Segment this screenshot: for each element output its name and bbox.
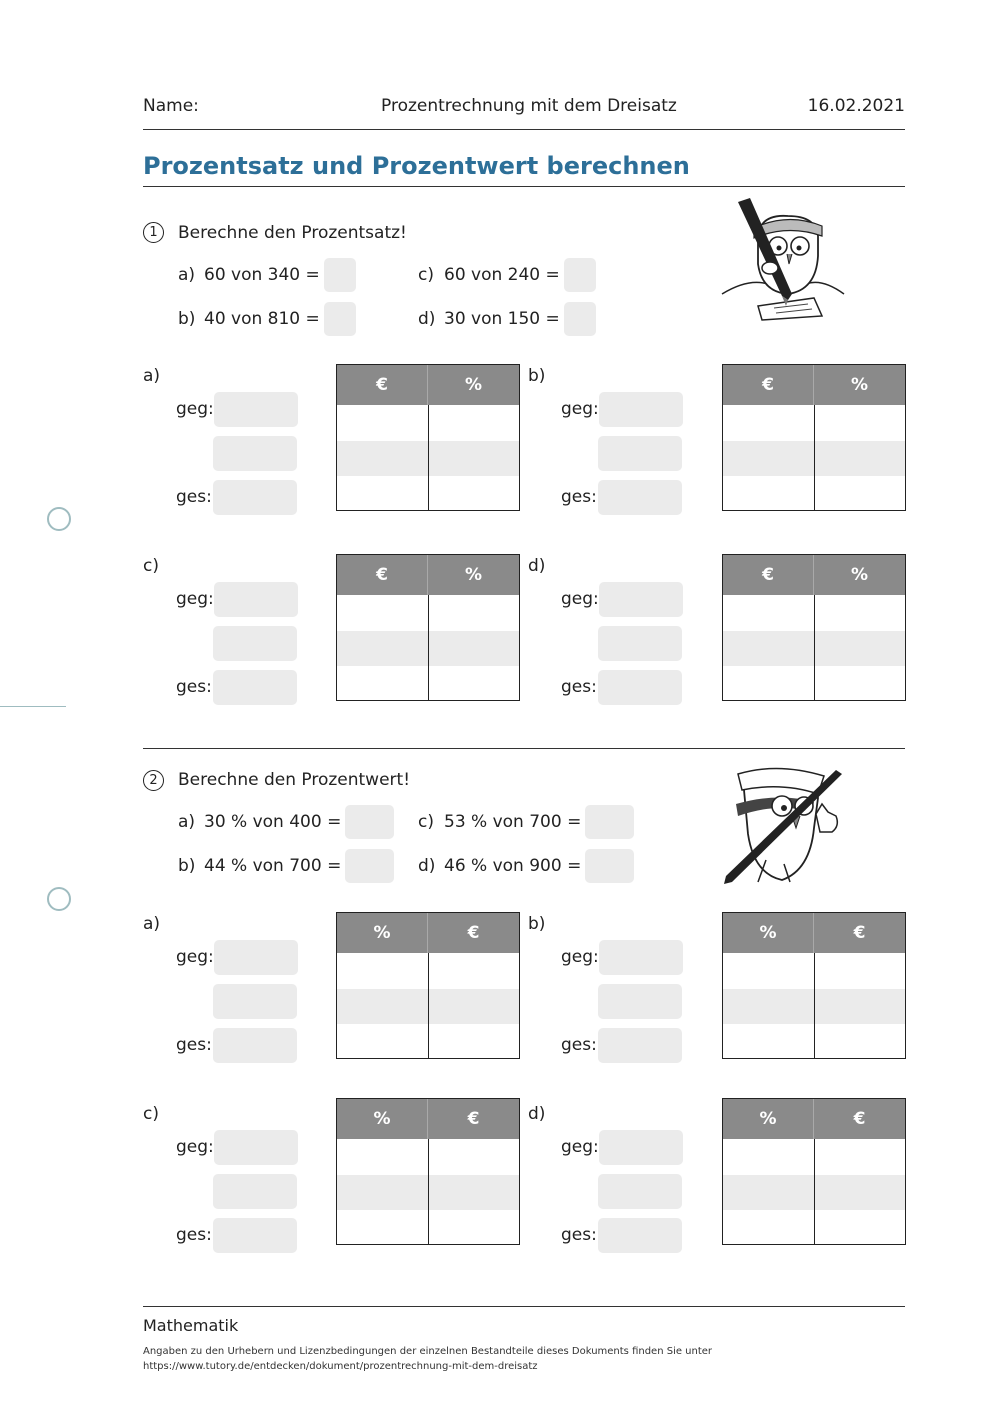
table-header-percent: % (337, 913, 428, 953)
exercise-text: 30 % von 400 = (204, 812, 342, 832)
sought-field[interactable] (598, 1028, 682, 1063)
table-column-divider (428, 595, 429, 700)
given-label: geg: (561, 589, 599, 609)
rule-of-three-table (722, 912, 906, 1059)
exercise-text: 40 von 810 = (204, 309, 320, 329)
footer-credits-text: Angaben zu den Urhebern und Lizenzbedingungen der einzelnen Bestandteile dieses Dokuments finden Sie unter (143, 1346, 713, 1357)
answer-box[interactable] (345, 805, 394, 839)
table-header-percent: % (723, 1099, 814, 1139)
table-header-currency: € (814, 1099, 905, 1139)
sought-field[interactable] (213, 480, 297, 515)
header-divider (143, 129, 905, 130)
sought-field[interactable] (213, 1218, 297, 1253)
table-header-percent: % (723, 913, 814, 953)
table-column-divider (814, 1139, 815, 1244)
task-1-instruction: Berechne den Prozentsatz! (178, 223, 407, 243)
table-header-percent: % (814, 365, 905, 405)
title-divider (143, 186, 905, 187)
answer-box[interactable] (585, 805, 634, 839)
task-number-badge: 2 (143, 770, 164, 791)
punch-hole-icon (47, 507, 71, 531)
given-field[interactable] (214, 582, 298, 617)
given-field[interactable] (599, 1130, 683, 1165)
exercise-2a (178, 805, 394, 839)
rule-of-three-table (336, 364, 520, 511)
given-field[interactable] (213, 626, 297, 661)
sought-label: ges: (176, 1225, 212, 1245)
fold-mark (0, 706, 66, 707)
rule-of-three-table (722, 554, 906, 701)
block-label: b) (528, 914, 546, 934)
exercise-text: 44 % von 700 = (204, 856, 342, 876)
table-header-currency: € (723, 365, 814, 405)
table-header-percent: % (428, 555, 519, 595)
block-label: c) (143, 556, 159, 576)
table-header-currency: € (337, 555, 428, 595)
table-column-divider (428, 1139, 429, 1244)
sought-label: ges: (561, 1225, 597, 1245)
given-field[interactable] (214, 1130, 298, 1165)
sought-label: ges: (561, 1035, 597, 1055)
table-header-percent: % (814, 555, 905, 595)
sought-field[interactable] (213, 1028, 297, 1063)
exercise-label: c) (418, 812, 434, 832)
block-label: a) (143, 366, 161, 386)
answer-box[interactable] (564, 302, 596, 336)
sought-label: ges: (176, 677, 212, 697)
exercise-label: d) (418, 856, 436, 876)
owl-thumbs-up-icon (718, 764, 846, 890)
task-2-instruction: Berechne den Prozentwert! (178, 770, 411, 790)
answer-box[interactable] (324, 302, 356, 336)
given-label: geg: (561, 1137, 599, 1157)
table-header-currency: € (428, 913, 519, 953)
sought-field[interactable] (213, 670, 297, 705)
exercise-label: b) (178, 309, 196, 329)
answer-box[interactable] (345, 849, 394, 883)
answer-box[interactable] (564, 258, 596, 292)
document-date: 16.02.2021 (807, 96, 905, 116)
punch-hole-icon (47, 887, 71, 911)
exercise-2c (418, 805, 634, 839)
sought-label: ges: (176, 487, 212, 507)
rule-of-three-table (336, 1098, 520, 1245)
given-field[interactable] (599, 940, 683, 975)
table-column-divider (428, 405, 429, 510)
given-label: geg: (561, 399, 599, 419)
exercise-text: 60 von 340 = (204, 265, 320, 285)
block-label: a) (143, 914, 161, 934)
footer-credits-link[interactable]: https://www.tutory.de/entdecken/dokument/prozentrechnung-mit-dem-dreisatz (143, 1361, 538, 1372)
exercise-text: 30 von 150 = (444, 309, 560, 329)
table-header-currency: € (428, 1099, 519, 1139)
answer-box[interactable] (585, 849, 634, 883)
task-number-badge: 1 (143, 222, 164, 243)
footer-divider (143, 1306, 905, 1307)
owl-writing-icon (718, 194, 850, 324)
sought-label: ges: (561, 487, 597, 507)
sought-label: ges: (176, 1035, 212, 1055)
given-field[interactable] (213, 1174, 297, 1209)
block-label: c) (143, 1104, 159, 1124)
given-field[interactable] (598, 1174, 682, 1209)
exercise-text: 53 % von 700 = (444, 812, 582, 832)
table-header-percent: % (337, 1099, 428, 1139)
answer-box[interactable] (324, 258, 356, 292)
sought-label: ges: (561, 677, 597, 697)
exercise-text: 60 von 240 = (444, 265, 560, 285)
exercise-label: b) (178, 856, 196, 876)
exercise-2d (418, 849, 634, 883)
exercise-label: a) (178, 265, 196, 285)
rule-of-three-table (722, 1098, 906, 1245)
given-label: geg: (561, 947, 599, 967)
given-field[interactable] (599, 392, 683, 427)
exercise-1b (178, 302, 356, 336)
table-column-divider (428, 953, 429, 1058)
sought-field[interactable] (598, 480, 682, 515)
given-field[interactable] (214, 392, 298, 427)
rule-of-three-table (336, 912, 520, 1059)
footer-credits (143, 1344, 712, 1374)
given-field[interactable] (214, 940, 298, 975)
given-label: geg: (176, 947, 214, 967)
table-header-currency: € (814, 913, 905, 953)
exercise-text: 46 % von 900 = (444, 856, 582, 876)
given-label: geg: (176, 589, 214, 609)
rule-of-three-table (722, 364, 906, 511)
exercise-1d (418, 302, 596, 336)
table-column-divider (814, 953, 815, 1058)
block-label: b) (528, 366, 546, 386)
given-field[interactable] (598, 436, 682, 471)
given-field[interactable] (213, 984, 297, 1019)
name-label: Name: (143, 96, 199, 116)
exercise-label: d) (418, 309, 436, 329)
exercise-label: c) (418, 265, 434, 285)
block-label: d) (528, 1104, 546, 1124)
table-header-currency: € (337, 365, 428, 405)
given-label: geg: (176, 1137, 214, 1157)
exercise-1a (178, 258, 356, 292)
sought-field[interactable] (598, 670, 682, 705)
exercise-2b (178, 849, 394, 883)
exercise-label: a) (178, 812, 196, 832)
rule-of-three-table (336, 554, 520, 701)
block-label: d) (528, 556, 546, 576)
table-header-percent: % (428, 365, 519, 405)
section-divider (143, 748, 905, 749)
footer-subject: Mathematik (143, 1316, 239, 1335)
given-field[interactable] (598, 626, 682, 661)
exercise-1c (418, 258, 596, 292)
table-header-currency: € (723, 555, 814, 595)
sought-field[interactable] (598, 1218, 682, 1253)
table-column-divider (814, 595, 815, 700)
given-field[interactable] (213, 436, 297, 471)
document-title: Prozentrechnung mit dem Dreisatz (381, 96, 677, 116)
page-title: Prozentsatz und Prozentwert berechnen (143, 152, 690, 180)
given-field[interactable] (599, 582, 683, 617)
table-column-divider (814, 405, 815, 510)
given-label: geg: (176, 399, 214, 419)
given-field[interactable] (598, 984, 682, 1019)
